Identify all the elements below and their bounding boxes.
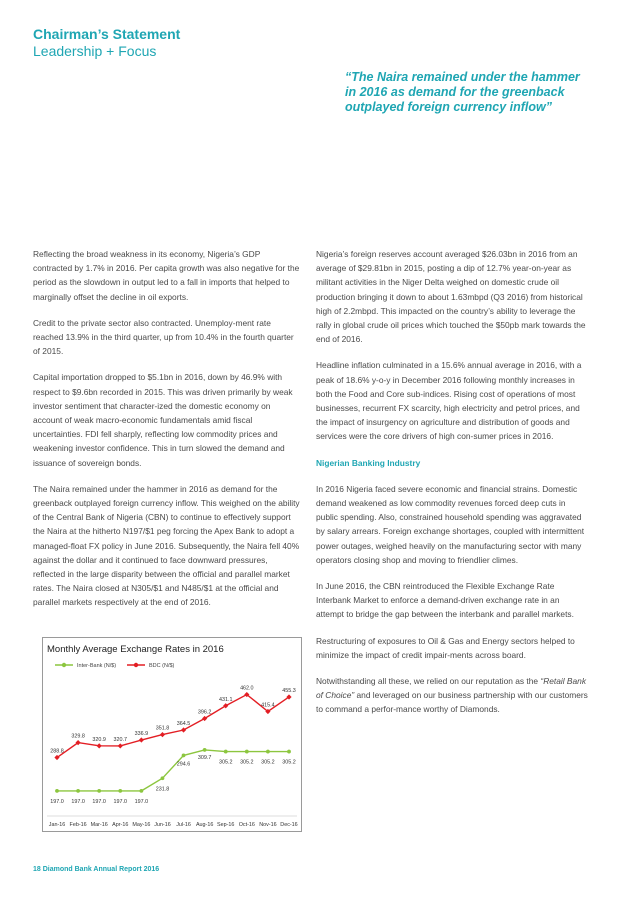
data-label: 351.8 — [155, 725, 170, 732]
data-point — [139, 789, 143, 793]
data-label: 455.3 — [282, 687, 296, 694]
legend-marker — [134, 663, 138, 667]
x-tick-label: Aug-16 — [195, 822, 214, 828]
data-label: 197.0 — [134, 798, 149, 805]
data-label: 329.8 — [71, 733, 85, 740]
data-label: 197.0 — [71, 798, 85, 805]
data-point — [245, 750, 249, 754]
right-column — [316, 247, 588, 729]
exchange-rate-chart — [42, 637, 302, 832]
text-run: and leveraged on our business partnership with our customers to command a perfor-mance worthy of Diamonds. — [316, 690, 588, 715]
data-label: 320.7 — [113, 736, 128, 743]
data-label: 431.1 — [218, 696, 233, 703]
x-tick-label: Nov-16 — [259, 822, 277, 828]
chart-title: Monthly Average Exchange Rates in 2016 — [47, 644, 224, 655]
x-tick-label: May-16 — [132, 822, 151, 828]
series-line — [57, 695, 289, 758]
data-label: 305.2 — [218, 759, 233, 766]
paragraph: Capital importation dropped to $5.1bn in 2016, down by 46.9% with respect to $9.6bn recorded in 2015. This was driven primarily by weak investor sentiment that character-ized the domestic economy on account of weak macro-economic fundamentals amid fiscal uncertainties. FDI fell sharply, reflecting low commodity prices and weakening investor confidence. This in turn slowed the demand and issuance of sovereign bonds. — [33, 372, 293, 468]
paragraph: Credit to the private sector also contracted. Unemploy-ment rate reached 13.9% in the third quarter, up from 10.4% in the fourth quarter of 2015. — [33, 317, 294, 357]
text-run: Notwithstanding all these, we relied on our reputation as the — [316, 676, 541, 687]
data-point — [139, 737, 144, 742]
x-tick-label: Jul-16 — [176, 822, 191, 828]
x-tick-label: Feb-16 — [69, 822, 87, 828]
data-point — [182, 754, 186, 758]
data-label: 197.0 — [92, 798, 106, 805]
data-label: 320.9 — [92, 736, 106, 743]
data-label: 197.0 — [50, 798, 64, 805]
data-label: 305.2 — [240, 759, 254, 766]
paragraph — [316, 674, 588, 717]
legend-marker — [62, 663, 66, 667]
data-point — [97, 743, 102, 748]
data-point — [266, 750, 270, 754]
page-title: Chairman’s Statement — [33, 26, 181, 42]
section-subheading: Nigerian Banking Industry — [316, 457, 421, 468]
page-footer: 18 Diamond Bank Annual Report 2016 — [33, 866, 160, 873]
paragraph: Nigeria’s foreign reserves account averaged $26.03bn in 2016 from an average of $29.81bn in 2015, posting a dip of 12.7% year-on-year as militant activities in the Niger Delta weighed on domestic crude oil production bringing it down to about 1.63mbpd (Q3 2016) from historical high of 2.2mbpd. This impacted on the country’s ability to leverage the rally in global crude oil prices which touched the $50pb mark towards the end of 2016. — [316, 249, 586, 345]
series-line — [57, 750, 289, 791]
data-label: 288.8 — [50, 748, 64, 755]
data-point — [224, 750, 228, 754]
data-point — [76, 789, 80, 793]
x-tick-label: Jun-16 — [154, 822, 171, 828]
data-point — [160, 732, 165, 737]
paragraph: Reflecting the broad weakness in its economy, Nigeria’s GDP contracted by 1.7% in 2016. Per capita growth was also negative for the period as the slowdown in output led to a fall in imports that helped to marginally offset the decline in oil exports. — [33, 249, 300, 302]
paragraph: Headline inflation culminated in a 15.6% annual average in 2016, with a peak of 18.6% y-o-y in December 2016 following monthly increases in both the Food and Core sub-indices. Rising cost of operations of most businesses, recurrent FX scarcity, high electricity and petrol prices, and the impact of insurgency on agriculture and distribution of goods and services were the core drivers of high con-sumer prices in 2016. — [316, 360, 582, 442]
x-tick-label: Sep-16 — [217, 822, 235, 828]
paragraph: Restructuring of exposures to Oil & Gas and Energy sectors helped to minimize the impact of credit impair-ments across board. — [316, 635, 575, 660]
x-tick-label: Jan-16 — [48, 822, 66, 828]
data-label: 305.2 — [261, 759, 275, 766]
data-label: 309.7 — [197, 754, 212, 761]
legend-label: Inter-Bank (N/$) — [77, 663, 117, 669]
paragraph: In 2016 Nigeria faced severe economic and financial strains. Domestic demand weakened as low commodity revenues forced deep cuts in public spending. Also, constrained household spending was aggravated by salary arrears. Foreign exchange shortages, coupled with intermittent power outages, weighed heavily on the manufacturing sector with many operators closing shop and moving to friendlier climes. — [316, 483, 585, 565]
x-tick-label: Apr-16 — [112, 822, 129, 828]
data-point — [97, 789, 101, 793]
x-tick-label: Dec-16 — [280, 822, 298, 828]
data-point — [181, 727, 186, 732]
data-point — [118, 789, 122, 793]
data-label: 462.0 — [240, 685, 254, 692]
pull-quote: “The Naira remained under the hammer in 2016 as demand for the greenback outplayed foreign currency inflow” — [345, 70, 580, 114]
data-point — [161, 776, 165, 780]
italic-text: “Retail Bank of Choice” — [316, 676, 587, 701]
data-label: 231.8 — [155, 786, 170, 793]
page-subtitle: Leadership + Focus — [33, 43, 157, 59]
paragraph: In June 2016, the CBN reintroduced the Flexible Exchange Rate Interbank Market to enforce a demand-driven exchange rate in an attempt to bridge the gap between the interbank and parallel markets. — [316, 581, 574, 620]
chart-canvas — [43, 638, 301, 831]
legend-label: BDC (N/$) — [149, 663, 175, 669]
data-point — [287, 750, 291, 754]
data-label: 396.2 — [197, 709, 212, 716]
left-column — [33, 247, 301, 622]
data-label: 415.4 — [261, 702, 275, 709]
x-tick-label: Mar-16 — [90, 822, 108, 828]
data-point — [55, 789, 59, 793]
data-point — [203, 748, 207, 752]
data-label: 336.9 — [134, 731, 149, 738]
data-point — [118, 743, 123, 748]
data-label: 197.0 — [113, 798, 128, 805]
x-tick-label: Oct-16 — [238, 822, 255, 828]
data-label: 294.6 — [176, 761, 191, 768]
data-label: 364.5 — [176, 721, 191, 727]
data-label: 305.2 — [282, 759, 296, 766]
paragraph: The Naira remained under the hammer in 2016 as demand for the greenback outplayed foreign currency inflow. This weighed on the ability of the Central Bank of Nigeria (CBN) to continue to effectively support the Naira at the hitherto N197/$1 peg forcing the Apex Bank to adopt a managed-float FX policy in June 2016. Subsequently, the Naira fell 40% against the dollar and it continued to face downward pressures, reflected in the large disparity between the official and parallel market rates. The Naira closed at N305/$1 and N485/$1 at the official and parallel markets respectively at the end of 2016. — [33, 483, 300, 608]
